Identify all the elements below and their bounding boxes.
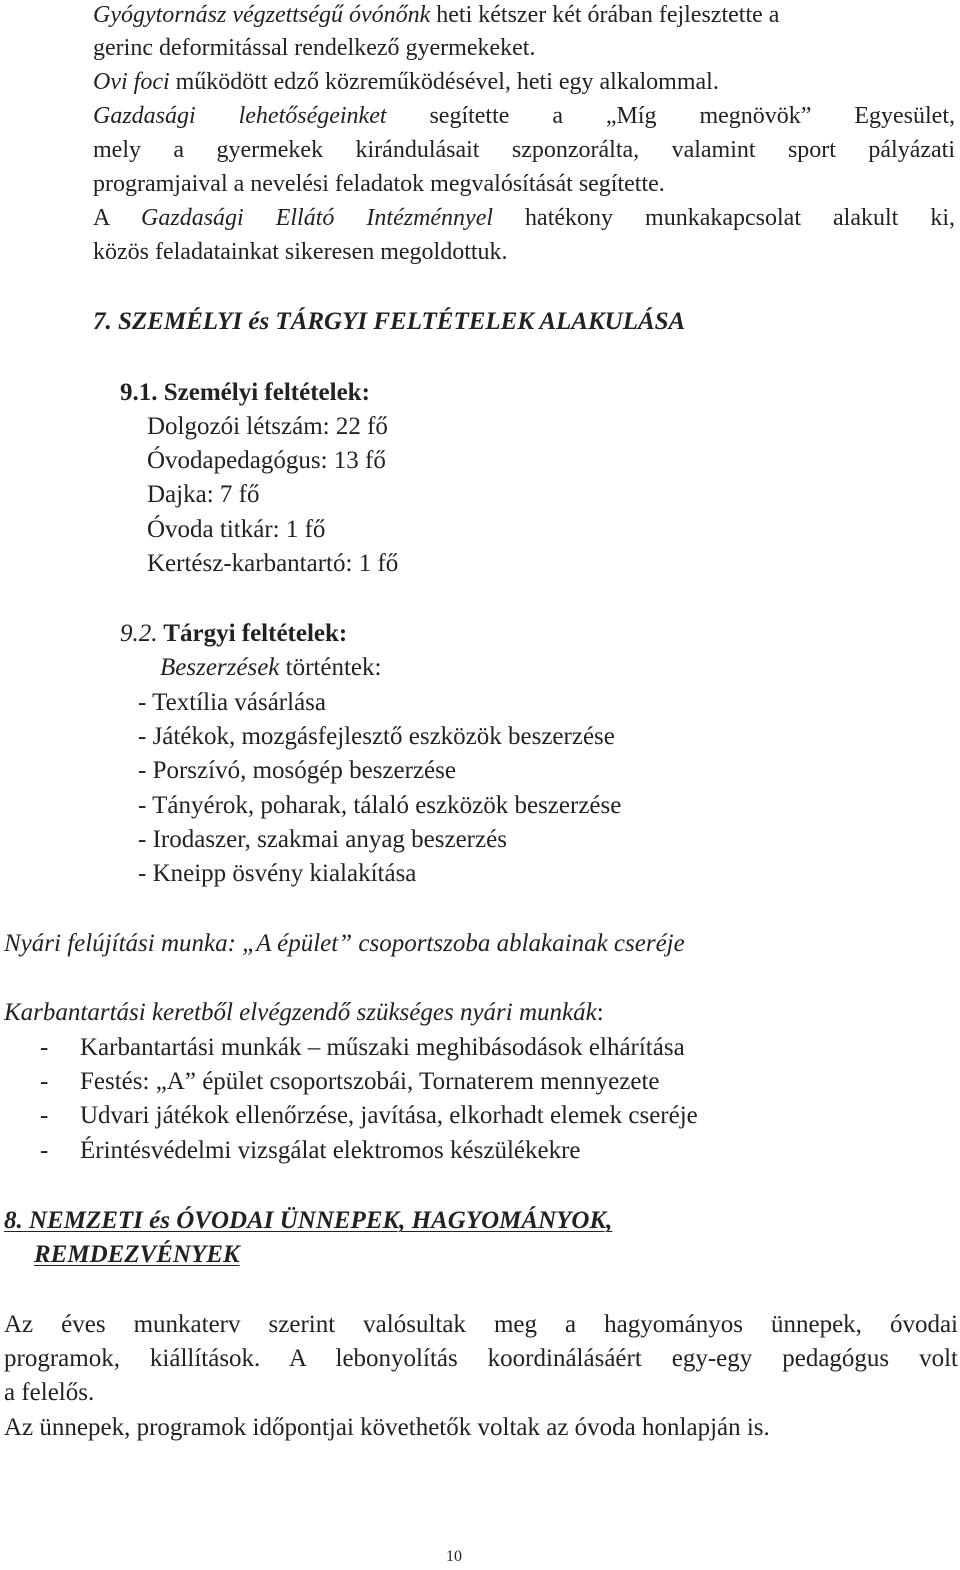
closing-line-1: Az éves munkaterv szerint valósultak meg a hagyományos ünnepek, óvodai [4, 1311, 958, 1338]
staff-heading: 9.1. Személyi feltételek: [120, 379, 370, 406]
staff-item: Óvoda titkár: 1 fő [147, 516, 326, 543]
staff-item: Dajka: 7 fő [147, 481, 260, 508]
purchase-item: - Kneipp ösvény kialakítása [138, 860, 417, 887]
intro-line-8: közös feladatainkat sikeresen megoldottuk. [93, 239, 508, 265]
intro-line-6: programjaival a nevelési feladatok megvalósítását segítette. [93, 171, 665, 197]
section-8-heading-cont: REMDEZVÉNYEK [34, 1241, 240, 1268]
intro-line-2: gerinc deformitással rendelkező gyermekeket. [93, 35, 536, 61]
staff-item: Dolgozói létszám: 22 fő [147, 413, 388, 440]
staff-item: Kertész-karbantartó: 1 fő [147, 550, 399, 577]
maintenance-item: - Érintésvédelmi vizsgálat elektromos készülékekre [40, 1137, 581, 1164]
purchase-item: - Textília vásárlása [138, 689, 326, 716]
closing-line-4: Az ünnepek, programok időpontjai követhetők voltak az óvoda honlapján is. [4, 1414, 770, 1441]
intro-line-1: Gyógytornász végzettségű óvónőnk heti kétszer két órában fejlesztette a [93, 2, 780, 28]
purchase-item: - Porszívó, mosógép beszerzése [138, 757, 456, 784]
material-heading: 9.2. Tárgyi feltételek: [120, 620, 348, 647]
maintenance-item: - Festés: „A” épület csoportszobái, Tornaterem mennyezete [40, 1068, 660, 1095]
purchase-item: - Tányérok, poharak, tálaló eszközök beszerzése [138, 792, 622, 819]
maintenance-item: - Udvari játékok ellenőrzése, javítása, elkorhadt elemek cseréje [40, 1102, 698, 1129]
closing-line-2: programok, kiállítások. A lebonyolítás koordinálásáért egy-egy pedagógus volt [4, 1345, 958, 1372]
closing-line-3: a felelős. [4, 1379, 95, 1406]
intro-line-4: Gazdasági lehetőségeinket segítette a „Míg megnövök” Egyesület, [93, 103, 955, 129]
summer-renovation: Nyári felújítási munka: „A épület” csoportszoba ablakainak cseréje [4, 930, 685, 957]
intro-physio-teacher: Gyógytornász végzettségű óvónőnk [93, 2, 431, 28]
intro-line-5: mely a gyermekek kirándulásait szponzorálta, valamint sport pályázati [93, 137, 955, 163]
staff-item: Óvodapedagógus: 13 fő [147, 447, 386, 474]
maintenance-item: - Karbantartási munkák – műszaki meghibásodások elhárítása [40, 1034, 685, 1061]
section-7-heading: 7. SZEMÉLYI és TÁRGYI FELTÉTELEK ALAKULÁSA [93, 308, 686, 335]
purchase-item: - Irodaszer, szakmai anyag beszerzés [138, 826, 507, 853]
section-8-heading: 8. NEMZETI és ÓVODAI ÜNNEPEK, HAGYOMÁNYOK, [4, 1207, 613, 1234]
intro-line-3: Ovi foci működött edző közreműködésével, heti egy alkalommal. [93, 69, 719, 95]
maintenance-heading: Karbantartási keretből elvégzendő szükséges nyári munkák: [4, 999, 604, 1026]
purchases-heading: Beszerzések történtek: [160, 654, 382, 681]
page-number: 10 [446, 1548, 462, 1565]
purchase-item: - Játékok, mozgásfejlesztő eszközök beszerzése [138, 723, 615, 750]
intro-line-7: A Gazdasági Ellátó Intézménnyel hatékony munkakapcsolat alakult ki, [93, 205, 956, 231]
